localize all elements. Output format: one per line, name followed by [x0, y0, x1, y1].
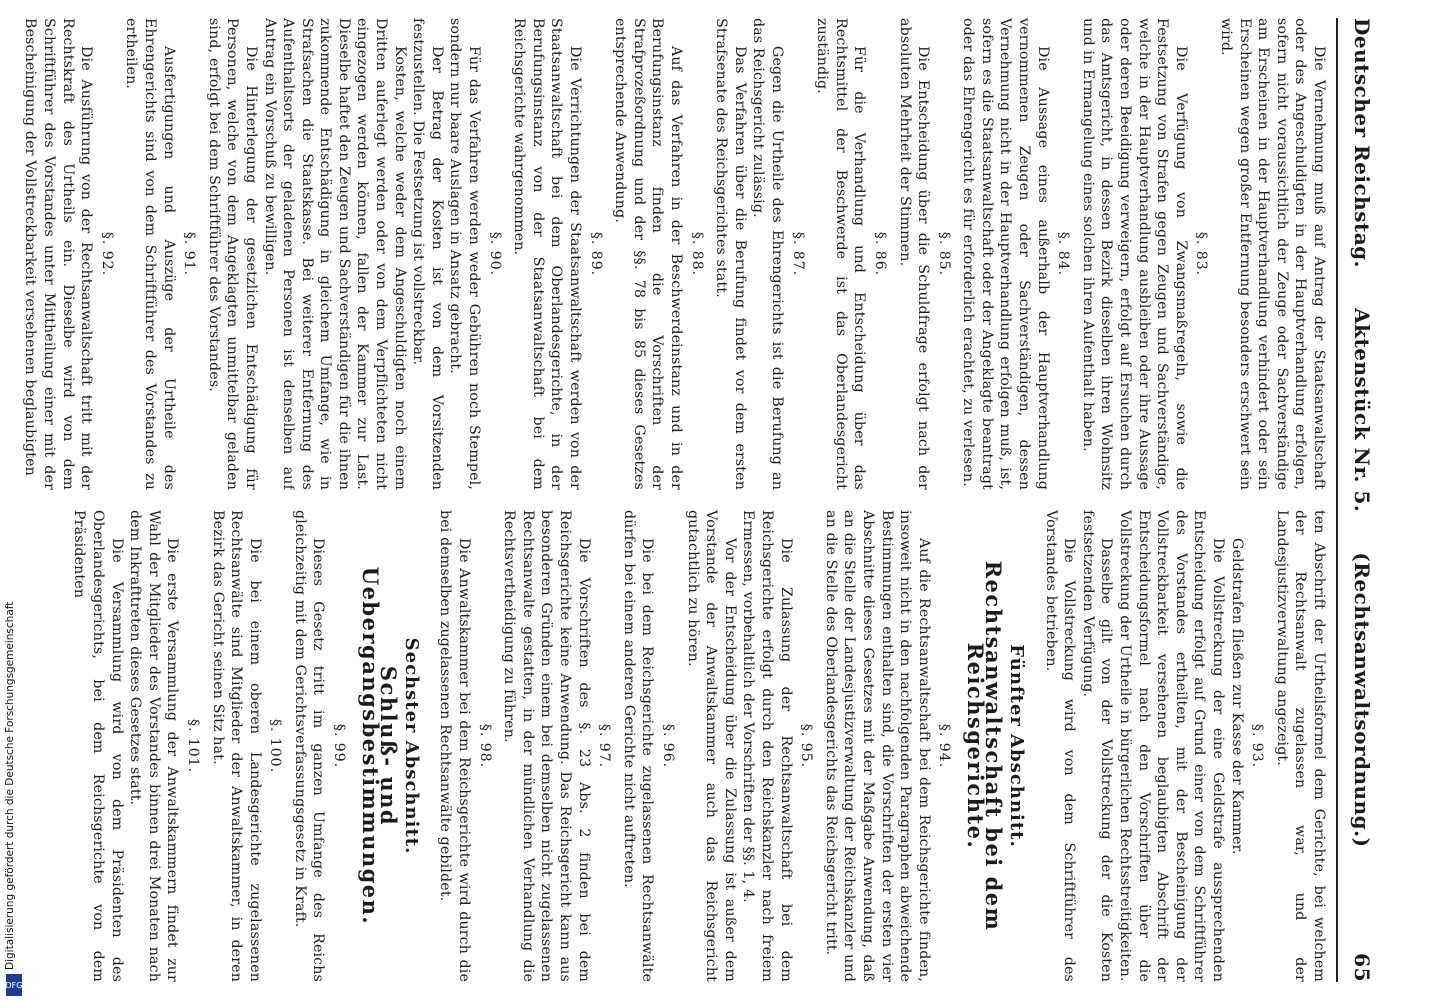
section-number: §. 90. — [486, 231, 503, 277]
paragraph: Die Zulassung der Rechtsanwaltschaft bei dem Reichsgerichte erfolgt durch den Reichskanzler nach freiem Ermessen, vorbehaltlich der Vorschriften der §§. 1, 4. — [740, 510, 794, 982]
paragraph: Für die Verhandlung und Entscheidung über das Rechtsmittel der Beschwerde ist das Oberlandesgericht zuständig. — [814, 18, 868, 490]
paragraph: Kosten, welche weder dem Angeschuldigten noch einem Dritten auferlegt werden oder von dem Verpflichteten nicht eingezogen werden können, fallen der Kammer zur Last. Dieselbe haftet den Zeugen und Sachverständigen für die ihnen zukommende Entschädigung in gleichem Umfange, wie in Strafsachen die Staatskasse. Bei weiterer Entfernung des Aufenthaltsorts der geladenen Personen ist denselben auf Antrag ein Vorschuß zu bewilligen. — [261, 18, 408, 490]
section-number: §. 89. — [587, 231, 604, 277]
paragraph: ten Abschrift der Urtheilsformel dem Gerichte, bei welchem der Rechtsanwalt zugelassen war, und der Landesjustizverwaltung angezeigt. — [1273, 510, 1327, 982]
paragraph: Die bei einem oberen Landesgerichte zugelassenen Rechtsanwälte sind Mitglieder der Anwaltskammer, in deren Bezirk das Gericht seinen Sitz hat. — [209, 510, 263, 982]
paragraph: Die Aussage eines außerhalb der Hauptverhandlung vernommenen Zeugen oder Sachverständigen, dessen Vernehmung nicht in der Hauptverhandlung erfolgen muß, ist, sofern es die Staatsanwaltschaft oder der Angeklagte beantragt oder das Ehrengericht es für erforderlich erachtet, zu verlesen. — [960, 18, 1051, 490]
chapter-title: Rechtsanwaltschaft bei dem Reichsgerichte. — [962, 560, 1007, 932]
paragraph: Die Versammlung wird von dem Präsidenten des Oberlandesgerichts, bei dem Reichsgerichte von dem Präsidenten — [71, 510, 125, 982]
right-column — [8, 510, 1328, 982]
section-number: §. 87. — [789, 231, 806, 277]
paragraph: Die Entscheidung über die Schuldfrage erfolgt nach der absoluten Mehrheit der Stimmen. — [896, 18, 932, 490]
section-reference: (Rechtsanwaltsordnung.) — [1350, 552, 1374, 848]
paragraph: Die Anwaltskammer bei dem Reichsgerichte wird durch die bei demselben zugelassenen Rechtsanwälte gebildet. — [437, 510, 473, 982]
section-number: §. 94. — [936, 723, 953, 769]
header-rule — [1336, 18, 1338, 982]
paragraph: Die Vernehmung muß auf Antrag der Staatsanwaltschaft oder des Angeschuldigten in der Hauptverhandlung erfolgen, sofern nicht voraussichtlich der Zeuge oder Sachverständige am Erscheinen in der Hauptverhandlung verhindert oder sein Erscheinen wegen großer Entfernung besonders erschwert sein wird. — [1218, 18, 1327, 490]
section-number: §. 98. — [476, 723, 493, 769]
paragraph: Die Hinterlegung der gesetzlichen Entschädigung für Personen, welche von dem Angeklagten unmittelbar geladen sind, erfolgt bei dem Schriftführer des Vorstandes. — [205, 18, 259, 490]
publication-title: Deutscher Reichstag. — [1350, 18, 1374, 269]
section-number: §. 83. — [1193, 231, 1210, 277]
paragraph: Für das Verfahren werden weder Gebühren noch Stempel, sondern nur baare Auslagen in Ansatz gebracht. — [447, 18, 483, 490]
chapter-heading: Fünfter Abschnitt. — [1006, 644, 1028, 848]
paragraph: Die bei dem Reichsgerichte zugelassenen Rechtsanwälte dürfen bei einem anderen Gerichte nicht auftreten. — [620, 510, 656, 982]
chapter-heading: Sechster Abschnitt. — [400, 637, 422, 855]
paragraph: Das Verfahren über die Berufung findet vor dem ersten Strafsenate des Reichsgerichtes statt. — [713, 18, 748, 490]
paragraph: Dieses Gesetz tritt im ganzen Umfange des Reichs gleichzeitig mit dem Gerichtsverfassungsgesetz in Kraft. — [291, 510, 327, 982]
section-number: §. 91. — [181, 231, 198, 277]
paragraph: Die Ausführung von der Rechtsanwaltschaft tritt mit der Rechtskraft des Urtheils ein. Dieselbe wird von dem Schriftführer des Vorstandes unter Mittheilung einer mit der Bescheinigung der Vollstreckbarkeit versehenen beglaubigten — [22, 18, 95, 490]
paragraph: Ausfertigungen und Auszüge der Urtheile des Ehrengerichts sind von dem Schriftführer des Vorstandes zu ertheilen. — [123, 18, 177, 490]
paragraph: Auf das Verfahren in der Beschwerdeinstanz und in der Berufungsinstanz finden die Vorschriften der Strafprozeßordnung und der §§. 78 bis 85 dieses Gesetzes entsprechende Anwendung. — [612, 18, 684, 490]
section-number: §. 93. — [1249, 723, 1266, 769]
paragraph: Die Vollstreckung der eine Geldstrafe aussprechenden Entscheidung erfolgt auf Grund einer von dem Schriftführer des Vorstandes ertheilten, mit der Bescheinigung der Vollstreckbarkeit versehenen beglaubigten Abschrift der Entscheidungsformel nach den Vorschriften über die Vollstreckung der Urtheile in bürgerlichen Rechtsstreitigkeiten. — [1117, 510, 1227, 982]
paragraph: Die Vorschriften des §. 23 Abs. 2 finden bei dem Reichsgerichte keine Anwendung. Das Reichsgericht kann aus besonderen Gründen einem bei demselben nicht zugelassenen Rechtsanwalte gestatten, in der mündlichen Verhandlung die Rechtsvertheidigung zu führen. — [501, 510, 592, 982]
paragraph: Dasselbe gilt von der Vollstreckung der die Kosten festsetzenden Verfügung. — [1079, 510, 1115, 982]
section-number: §. 97. — [596, 723, 613, 769]
left-column — [8, 18, 1328, 490]
section-number: §. 101. — [184, 718, 201, 774]
section-number: §. 88. — [688, 231, 705, 277]
document-reference: Aktenstück Nr. 5. — [1350, 308, 1374, 513]
page-number: 65 — [1350, 953, 1374, 982]
section-number: §. 100. — [267, 718, 284, 774]
paragraph: Der Betrag der Kosten ist von dem Vorsitzenden festzustellen. Die Festsetzung ist vollstreckbar. — [410, 18, 445, 490]
section-number: §. 84. — [1055, 231, 1072, 277]
section-number: §. 96. — [660, 723, 676, 769]
dfg-logo: DFG — [6, 974, 22, 996]
paragraph: Vor der Entscheidung über die Zulassung ist außer dem Vorstande der Anwaltskammer auch das Reichsgericht gutachtlich zu hören. — [684, 510, 738, 982]
paragraph: Die Verrichtungen der Staatsanwaltschaft werden von der Staatsanwaltschaft bei dem Oberlandesgerichte, in der Berufungsinstanz von der Staatsanwaltschaft bei dem Reichsgerichte wahrgenommen. — [511, 18, 584, 490]
section-number: §. 85. — [935, 231, 952, 277]
digitization-note: Digitalisierung gefördert durch die Deutsche Forschungsgemeinschaft — [4, 601, 16, 970]
paragraph: Die Verfügung von Zwangsmaßregeln, sowie die Festsetzung von Strafen gegen Zeugen und Sachverständige, welche in der Hauptverhandlung ausbleiben oder ihre Aussage oder deren Beeidigung verweigern, erfolgt auf Ersuchen durch das Amtsgericht, in dessen Bezirk dieselben ihren Wohnsitz und in Ermangelung eines solchen ihren Aufenthalt haben. — [1079, 18, 1189, 490]
paragraph: Gegen die Urtheile des Ehrengerichts ist die Berufung an das Reichsgericht zulässig. — [750, 18, 785, 490]
paragraph: Die Vollstreckung wird von dem Schriftführer des Vorstandes betrieben. — [1042, 510, 1078, 982]
section-number: §. 86. — [871, 231, 888, 277]
section-number: §. 92. — [98, 231, 115, 277]
paragraph: Geldstrafen fließen zur Kasse der Kammer. — [1228, 538, 1245, 855]
paragraph: Die erste Versammlung der Anwaltskammern findet zur Wahl der Mitglieder des Vorstandes binnen drei Monaten nach dem Inkrafttreten dieses Gesetzes statt. — [127, 510, 181, 982]
paragraph: Auf die Rechtsanwaltschaft bei dem Reichsgerichte finden, insoweit nicht in den nachfolgenden Paragraphen abweichende Bestimmungen enthalten sind, die Vorschriften der ersten vier Abschnitte dieses Gesetzes mit der Maßgabe Anwendung, daß an die Stelle der Landesjustizverwaltung der Reichskanzler und an die Stelle des Oberlandesgerichts das Reichsgericht tritt. — [822, 510, 932, 982]
page-header — [1342, 18, 1382, 982]
chapter-title: Schluß- und Uebergangsbestimmungen. — [357, 566, 402, 926]
section-number: §. 95. — [798, 723, 815, 769]
section-number: §. 99. — [331, 723, 348, 769]
